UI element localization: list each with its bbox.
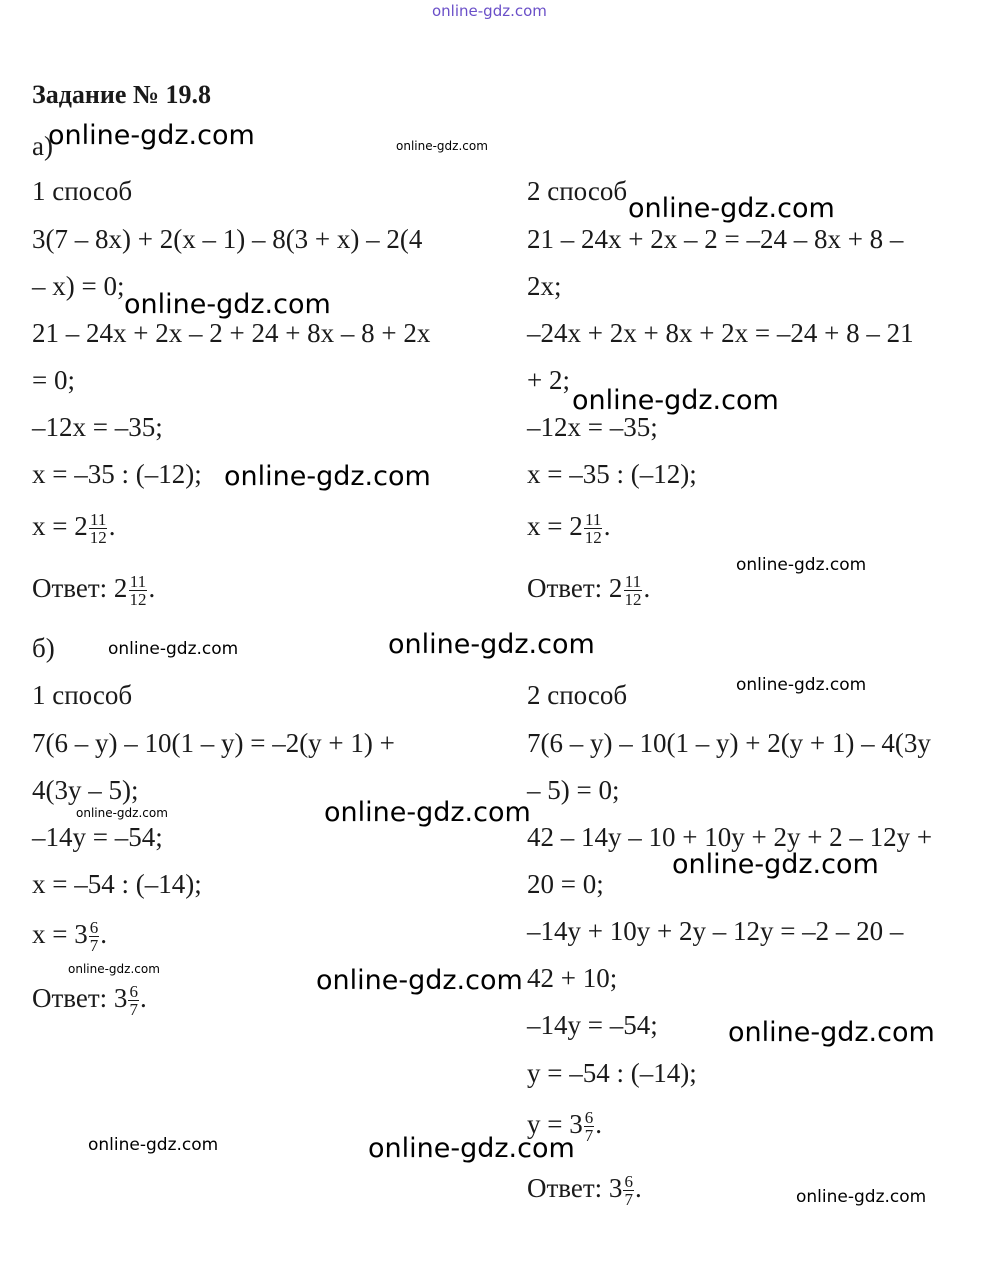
watermark: online-gdz.com — [628, 193, 835, 224]
fraction-denominator: 12 — [584, 528, 602, 548]
watermark: online-gdz.com — [124, 289, 331, 320]
equation-line: x = –35 : (–12); — [527, 459, 697, 489]
fraction-denominator: 12 — [89, 528, 107, 548]
fraction-denominator: 7 — [624, 1190, 633, 1210]
equation-line: 20 = 0; — [527, 869, 604, 899]
result-suffix: . — [595, 1109, 602, 1139]
result-prefix: y = 3 — [527, 1109, 583, 1139]
equation-line: 21 – 24x + 2x – 2 = –24 – 8x + 8 – — [527, 224, 904, 254]
watermark: online-gdz.com — [316, 965, 523, 996]
equation-line: x = –35 : (–12); — [32, 459, 202, 489]
watermark: online-gdz.com — [68, 962, 160, 976]
watermark: online-gdz.com — [76, 806, 168, 820]
result-prefix: x = 3 — [32, 919, 88, 949]
watermark: online-gdz.com — [572, 385, 779, 416]
equation-line: y = –54 : (–14); — [527, 1058, 697, 1088]
equation-line: –24x + 2x + 8x + 2x = –24 + 8 – 21 — [527, 318, 914, 348]
fraction-denominator: 7 — [89, 936, 99, 956]
equation-line: 4(3y – 5); — [32, 775, 139, 805]
part-a-method2-label: 2 способ — [527, 176, 628, 206]
fraction-numerator: 6 — [89, 918, 99, 938]
fraction-denominator: 12 — [129, 590, 147, 610]
fraction — [584, 511, 603, 546]
answer-prefix: Ответ: 3 — [32, 983, 128, 1013]
watermark: online-gdz.com — [728, 1017, 935, 1048]
answer-suffix: . — [148, 573, 156, 603]
answer-prefix: Ответ: 2 — [32, 573, 128, 603]
watermark: online-gdz.com — [368, 1133, 575, 1164]
equation-line: x = –54 : (–14); — [32, 869, 202, 899]
fraction-denominator: 12 — [624, 590, 642, 610]
answer-prefix: Ответ: 3 — [527, 1173, 623, 1203]
equation-line: = 0; — [32, 365, 75, 395]
result-suffix: . — [108, 511, 116, 541]
fraction — [128, 573, 147, 608]
equation-line: –12x = –35; — [32, 412, 163, 442]
watermark: online-gdz.com — [388, 629, 595, 660]
watermark: online-gdz.com — [48, 120, 255, 151]
fraction-numerator: 11 — [129, 572, 147, 592]
part-b-label: б) — [32, 633, 55, 663]
result-line — [32, 510, 115, 546]
equation-line: 3(7 – 8x) + 2(x – 1) – 8(3 + x) – 2(4 — [32, 224, 423, 254]
result-prefix: x = 2 — [527, 511, 583, 541]
fraction-numerator: 11 — [585, 510, 602, 530]
equation-line: – 5) = 0; — [527, 775, 620, 805]
equation-line: 7(6 – y) – 10(1 – y) + 2(y + 1) – 4(3y — [527, 728, 931, 758]
part-b-method1-label: 1 способ — [32, 680, 133, 710]
fraction-numerator: 6 — [129, 982, 138, 1002]
answer-line — [32, 982, 147, 1018]
answer-line — [527, 572, 650, 608]
answer-line — [527, 1172, 642, 1208]
fraction — [89, 919, 100, 954]
equation-line: 21 – 24x + 2x – 2 + 24 + 8x – 8 + 2x — [32, 318, 431, 348]
fraction — [584, 1109, 595, 1144]
equation-line: –12x = –35; — [527, 412, 658, 442]
result-suffix: . — [100, 919, 107, 949]
watermark: online-gdz.com — [796, 1187, 927, 1207]
answer-prefix: Ответ: 2 — [527, 573, 623, 603]
equation-line: + 2; — [527, 365, 570, 395]
watermark: online-gdz.com — [88, 1135, 219, 1155]
fraction-numerator: 6 — [584, 1108, 594, 1128]
fraction-denominator: 7 — [129, 1000, 138, 1020]
fraction — [623, 1173, 634, 1208]
equation-line: –14y = –54; — [527, 1010, 658, 1040]
equation-line: 42 + 10; — [527, 963, 618, 993]
fraction-numerator: 11 — [90, 510, 107, 530]
equation-line: 7(6 – y) – 10(1 – y) = –2(y + 1) + — [32, 728, 395, 758]
part-a-method1-label: 1 способ — [32, 176, 133, 206]
watermark: online-gdz.com — [224, 461, 431, 492]
fraction — [89, 511, 108, 546]
result-suffix: . — [603, 511, 611, 541]
watermark: online-gdz.com — [396, 139, 488, 153]
fraction-denominator: 7 — [584, 1126, 594, 1146]
equation-line: –14y + 10y + 2y – 12y = –2 – 20 – — [527, 916, 904, 946]
watermark: online-gdz.com — [736, 555, 867, 575]
header-site-link[interactable]: online-gdz.com — [432, 2, 547, 20]
watermark: online-gdz.com — [672, 849, 879, 880]
part-a-label: а) — [32, 131, 53, 161]
result-prefix: x = 2 — [32, 511, 88, 541]
answer-suffix: . — [643, 573, 651, 603]
fraction-numerator: 6 — [624, 1172, 633, 1192]
equation-line: –14y = –54; — [32, 822, 163, 852]
task-title: Задание № 19.8 — [32, 80, 212, 109]
equation-line: 2x; — [527, 271, 562, 301]
equation-line: – x) = 0; — [32, 271, 125, 301]
answer-suffix: . — [634, 1173, 642, 1203]
fraction-numerator: 11 — [624, 572, 642, 592]
watermark: online-gdz.com — [108, 639, 239, 659]
watermark: online-gdz.com — [324, 797, 531, 828]
answer-suffix: . — [139, 983, 147, 1013]
answer-line — [32, 572, 155, 608]
watermark: online-gdz.com — [736, 675, 867, 695]
fraction — [623, 573, 642, 608]
result-line — [527, 510, 610, 546]
part-b-method2-label: 2 способ — [527, 680, 628, 710]
fraction — [128, 983, 139, 1018]
equation-line: 42 – 14y – 10 + 10y + 2y + 2 – 12y + — [527, 822, 933, 852]
result-line — [32, 918, 107, 954]
